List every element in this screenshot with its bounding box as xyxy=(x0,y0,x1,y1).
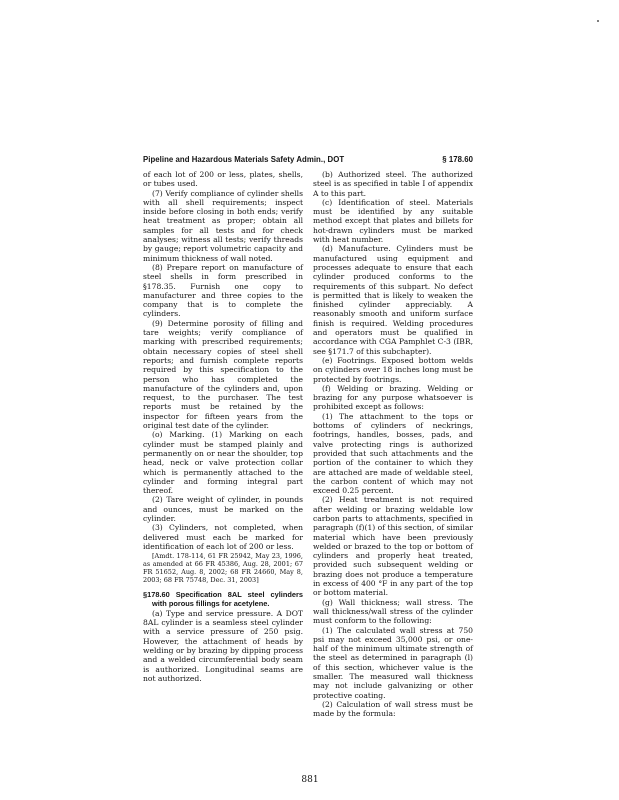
paragraph: (b) Authorized steel. The authorized steel is as specified in table I of appendix A to this part. xyxy=(313,170,473,198)
header-agency: Pipeline and Hazardous Materials Safety Admin., DOT xyxy=(143,155,345,164)
paragraph: (8) Prepare report on manufacture of steel shells in form prescribed in §178.35. Furnish one copy to manufacturer and three copies to the company that is to complete the cylinders. xyxy=(143,262,303,319)
paragraph: (1) The attachment to the tops or bottoms of cylinders of neckrings, footrings, handles, bosses, pads, and valve protecting rings is authorized provided that such attachments and the portion of the container to which they are attached are made of weldable steel, the carbon content of which may not exceed 0.25 percent. xyxy=(313,411,473,496)
page-number: 881 xyxy=(301,775,319,785)
paragraph: of each lot of 200 or less, plates, shells, or tubes used. xyxy=(143,170,303,189)
amendment-citation: [Amdt. 178-114, 61 FR 25942, May 23, 1996, as amended at 66 FR 45386, Aug. 28, 2001; 67 FR 51652, Aug. 8, 2002; 68 FR 24660, May 8, 2003; 68 FR 75748, Dec. 31, 2003] xyxy=(143,552,303,585)
paragraph: (2) Heat treatment is not required after welding or brazing weldable low carbon parts to attachments, specified in paragraph (f)(1) of this section, of similar material which have been previously welded or brazed to the top or bottom of cylinders and properly heat treated, provided such subsequent welding or brazing does not produce a temperature in excess of 400 °F in any part of the top or bottom material. xyxy=(313,495,473,598)
paragraph: (g) Wall thickness; wall stress. The wall thickness/wall stress of the cylinder must conform to the following: xyxy=(313,597,473,626)
left-column xyxy=(143,170,303,683)
paragraph: (2) Calculation of wall stress must be made by the formula: xyxy=(313,699,473,719)
paragraph: (7) Verify compliance of cylinder shells with all shell requirements; inspect inside before closing in both ends; verify heat treatment as proper; obtain all samples for all tests and for check analyses; witness all tests; verify threads by gauge; report volumetric capacity and minimum thickness of wall noted. xyxy=(143,188,303,263)
paragraph: (f) Welding or brazing. Welding or brazing for any purpose whatsoever is prohibited except as follows: xyxy=(313,383,473,412)
paragraph: (9) Determine porosity of filling and tare weights; verify compliance of marking with prescribed requirements; obtain necessary copies of steel shell reports; and furnish complete reports required by this specification to the person who has completed the manufacture of the cylinders and, upon request, to the purchaser. The test reports must be retained by the inspector for fifteen years from the original test date of the cylinder. xyxy=(143,318,303,431)
paragraph: (c) Identification of steel. Materials must be identified by any suitable method except that plates and billets for hot-drawn cylinders must be marked with heat number. xyxy=(313,197,473,245)
paragraph: (e) Footrings. Exposed bottom welds on cylinders over 18 inches long must be protected by footrings. xyxy=(313,355,473,384)
paragraph: (2) Tare weight of cylinder, in pounds and ounces, must be marked on the cylinder. xyxy=(143,495,303,523)
header-section-number: § 178.60 xyxy=(442,155,473,164)
paragraph: (o) Marking. (1) Marking on each cylinder must be stamped plainly and permanently on or near the shoulder, top head, neck or valve protection collar which is permanently attached to the cylinder and forming integral part thereof. xyxy=(143,430,303,496)
paragraph: (d) Manufacture. Cylinders must be manufactured using equipment and processes adequate to ensure that each cylinder produced conforms to the requirements of this subpart. No defect is permitted that is likely to weaken the finished cylinder appreciably. A reasonably smooth and uniform surface finish is required. Welding procedures and operators must be qualified in accordance with CGA Pamphlet C-3 (IBR, see §171.7 of this subchapter). xyxy=(313,244,473,356)
paragraph: (3) Cylinders, not completed, when delivered must each be marked for identification of each lot of 200 or less. xyxy=(143,523,303,551)
right-column xyxy=(313,170,473,719)
paragraph: (1) The calculated wall stress at 750 psi may not exceed 35,000 psi, or one-half of the minimum ultimate strength of the steel as determined in paragraph (l) of this section, whichever value is the smaller. The measured wall thickness may not include galvanizing or other protective coating. xyxy=(313,625,473,700)
scan-speck xyxy=(597,20,599,22)
paragraph: (a) Type and service pressure. A DOT 8AL cylinder is a seamless steel cylinder with a service pressure of 250 psig. However, the attachment of heads by welding or by brazing by dipping process and a welded circumferential body seam is authorized. Longitudinal seams are not authorized. xyxy=(143,608,303,683)
section-heading: §178.60 Specification 8AL steel cylinders with porous fillings for acetylene. xyxy=(143,590,303,609)
